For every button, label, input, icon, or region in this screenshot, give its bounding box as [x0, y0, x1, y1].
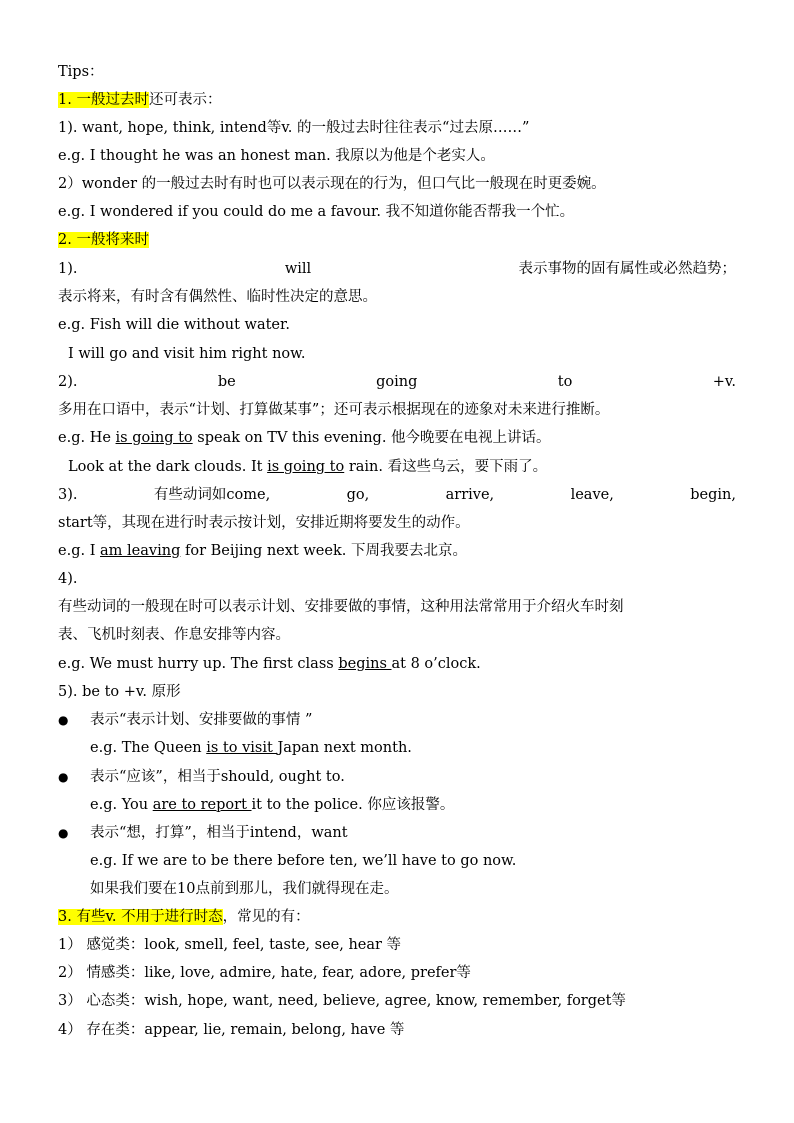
s2-line-3: e.g. Fish will die without water.: [58, 317, 290, 333]
s2-line-14: 表、飞机时刻表、作息安排等内容。: [58, 627, 290, 643]
tips-label: Tips：: [58, 64, 104, 80]
bullet-icon: ●: [58, 713, 69, 727]
s2-line-13: 有些动词的一般现在时可以表示计划、安排要做的事情，这种用法常常用于介绍火车时刻: [58, 599, 624, 615]
bullet-3-text: 表示“想，打算”，相当于intend，want: [90, 825, 348, 841]
section-1-heading: [58, 88, 221, 112]
bullet-icon: ●: [58, 826, 69, 840]
bullet-icon: ●: [58, 770, 69, 784]
section-1-title: 1. 一般过去时: [58, 92, 149, 108]
s2-line-10: start等，其现在进行时表示按计划，安排近期将要发生的动作。: [58, 515, 470, 531]
s2-line-1: 1). will 表示事物的固有属性或必然趋势；: [58, 261, 736, 277]
section-2-title: 2. 一般将来时: [58, 232, 149, 248]
s2-line-7: e.g. He is going to speak on TV this evening. 他今晚要在电视上讲话。: [58, 430, 551, 446]
s1-line-4: e.g. I wondered if you could do me a favour. 我不知道你能否帮我一个忙。: [58, 204, 575, 220]
section-2-heading: [58, 228, 149, 252]
s1-line-2: e.g. I thought he was an honest man. 我原以为他是个老实人。: [58, 148, 495, 164]
s2-line-8: Look at the dark clouds. It is going to rain. 看这些乌云，要下雨了。: [68, 459, 548, 475]
s2-line-16: 5). be to +v. 原形: [58, 684, 181, 700]
section-3-heading: 3. 有些v. 不用于进行时态，常见的有：: [58, 909, 310, 925]
s2-line-12: 4).: [58, 571, 78, 587]
bullet-2-text: 表示“应该”，相当于should, ought to.: [90, 769, 345, 785]
bullet-1-text: 表示“表示计划、安排要做的事情 ”: [90, 712, 313, 728]
s3-line-4: 4） 存在类：appear, lie, remain, belong, have 等: [58, 1022, 405, 1038]
s2-line-11: e.g. I am leaving for Beijing next week. 下周我要去北京。: [58, 543, 467, 559]
bullet-2-example: e.g. You are to report it to the police. 你应该报警。: [90, 797, 455, 813]
bullet-1-example: e.g. The Queen is to visit Japan next month.: [90, 740, 412, 756]
s2-line-2: 表示将来，有时含有偶然性、临时性决定的意思。: [58, 289, 377, 305]
s2-line-5: 2). be going to +v.: [58, 374, 736, 390]
bullet-3-example: e.g. If we are to be there before ten, we’ll have to go now.: [90, 853, 517, 869]
s2-line-15: e.g. We must hurry up. The first class begins at 8 o’clock.: [58, 656, 481, 672]
s2-line-9: 3). 有些动词如come, go, arrive, leave, begin,: [58, 487, 736, 503]
s3-line-2: 2） 情感类：like, love, admire, hate, fear, adore, prefer等: [58, 965, 471, 981]
s1-line-1: 1). want, hope, think, intend等v. 的一般过去时往往表示“过去原……”: [58, 120, 530, 136]
bullet-3-translation: 如果我们要在10点前到那儿，我们就得现在走。: [90, 881, 399, 897]
s1-line-3: 2）wonder 的一般过去时有时也可以表示现在的行为，但口气比一般现在时更委婉。: [58, 176, 606, 192]
s2-line-4: I will go and visit him right now.: [68, 346, 306, 362]
s2-line-6: 多用在口语中，表示“计划、打算做某事”；还可表示根据现在的迹象对未来进行推断。: [58, 402, 610, 418]
s3-line-1: 1） 感觉类：look, smell, feel, taste, see, hear 等: [58, 937, 402, 953]
section-1-rest: 还可表示：: [148, 92, 222, 108]
section-3-title: 3. 有些v. 不用于进行时态: [58, 909, 223, 925]
s3-line-3: 3） 心态类：wish, hope, want, need, believe, agree, know, remember, forget等: [58, 993, 626, 1009]
